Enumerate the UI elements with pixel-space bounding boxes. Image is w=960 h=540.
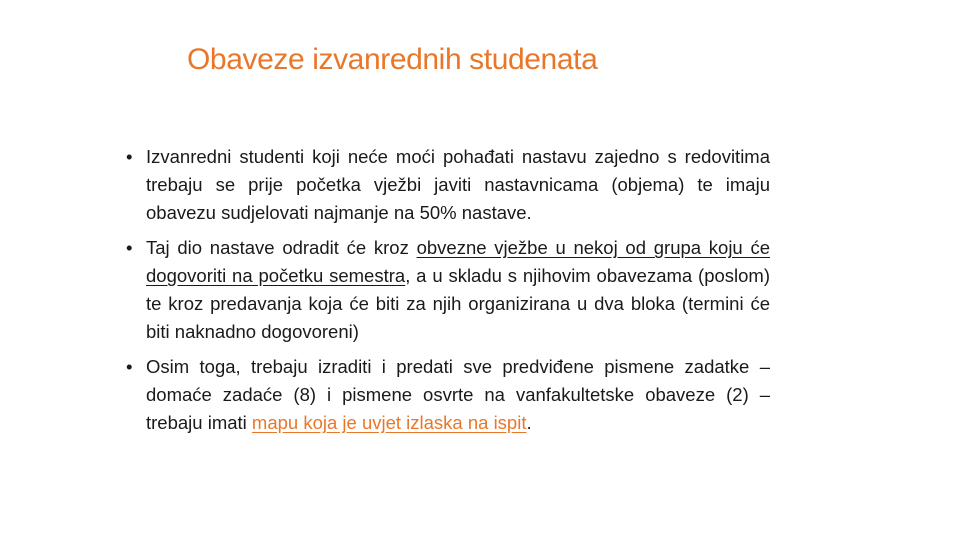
bullet-text-end: .	[526, 412, 532, 433]
bullet-item	[120, 143, 770, 227]
bullet-text-end: , a u skladu s njihovim obavezama (poslom) te kroz predavanja koja će biti za njih organizirana u dva bloka (termini će biti naknadno dogovoreni)	[146, 265, 770, 342]
bullet-list	[120, 143, 770, 444]
underlined-text: obvezne vježbe u nekoj od grupa koju će dogovoriti na početku semestra	[146, 237, 770, 286]
bullet-icon: •	[126, 146, 133, 167]
bullet-text: Izvanredni studenti koji neće moći pohađati nastavu zajedno s redovitima trebaju se prije početka vježbi javiti nastavnicama (objema) te imaju obavezu sudjelovati najmanje na 50% nastave.	[146, 146, 770, 223]
bullet-item	[120, 353, 770, 437]
bullet-icon: •	[126, 356, 133, 377]
bullet-text-start: Osim toga, trebaju izraditi i predati sve predviđene pismene zadatke –domaće zadaće (8) i pismene osvrte na vanfakultetske obaveze (2) – trebaju imati	[146, 356, 770, 433]
bullet-text-start: Taj dio nastave odradit će kroz	[146, 237, 417, 258]
hyperlink[interactable]: mapu koja je uvjet izlaska na ispit	[251, 412, 527, 433]
bullet-item	[120, 234, 770, 346]
slide-title: Obaveze izvanrednih studenata	[187, 43, 598, 76]
bullet-icon: •	[126, 237, 133, 258]
